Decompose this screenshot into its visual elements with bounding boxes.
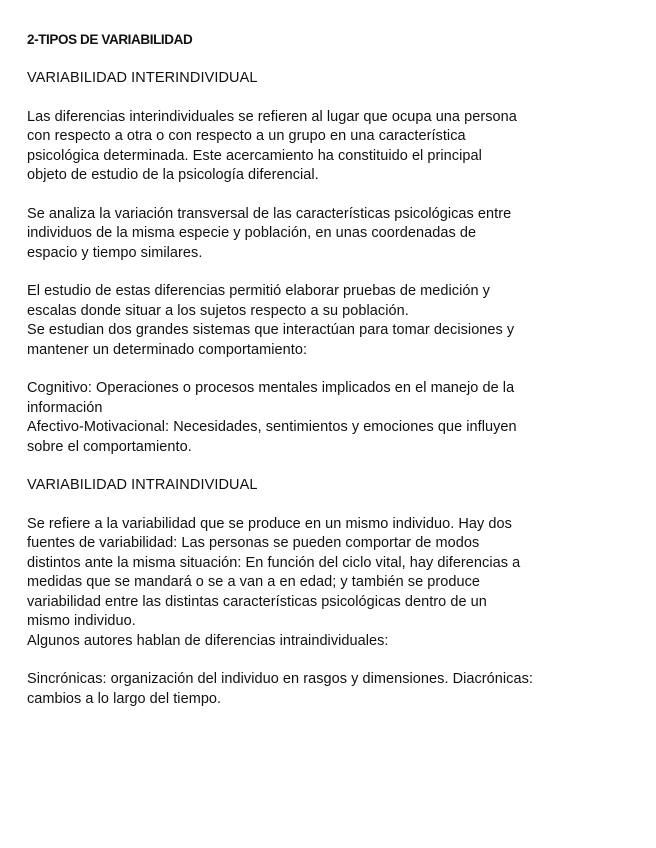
text-line: Algunos autores hablan de diferencias intraindividuales: — [27, 632, 389, 649]
text-line: objeto de estudio de la psicología diferencial. — [27, 167, 319, 183]
text-line: sobre el comportamiento. — [27, 438, 192, 455]
text-line: cambios a lo largo del tiempo. — [27, 690, 222, 707]
text-line: espacio y tiempo similares. — [27, 244, 203, 261]
text-line: Las diferencias interindividuales se refieren al lugar que ocupa una persona — [27, 108, 517, 125]
paragraph — [27, 108, 627, 186]
text-line: psicológica determinada. Este acercamiento ha constituido el principal — [27, 147, 482, 164]
section-heading: VARIABILIDAD INTRAINDIVIDUAL — [27, 477, 258, 493]
paragraph — [27, 670, 627, 709]
section-heading: VARIABILIDAD INTERINDIVIDUAL — [27, 70, 258, 86]
paragraph — [27, 379, 627, 457]
text-line: Se analiza la variación transversal de las características psicológicas entre — [27, 205, 512, 222]
paragraph — [27, 282, 627, 360]
text-line: fuentes de variabilidad: Las personas se pueden comportar de modos — [27, 535, 480, 551]
text-line: información — [27, 399, 103, 416]
text-line: individuos de la misma especie y población, en unas coordenadas de — [27, 225, 477, 241]
paragraph — [27, 515, 627, 652]
text-line: escalas donde situar a los sujetos respecto a su población. — [27, 302, 409, 319]
text-line: El estudio de estas diferencias permitió elaborar pruebas de medición y — [27, 283, 490, 299]
paragraph — [27, 205, 627, 264]
text-line: Afectivo-Motivacional: Necesidades, sentimientos y emociones que influyen — [27, 419, 517, 435]
text-line: mantener un determinado comportamiento: — [27, 341, 308, 358]
text-line: distintos ante la misma situación: En función del ciclo vital, hay diferencias a — [27, 554, 521, 571]
document-body — [27, 69, 627, 709]
document-page — [27, 31, 627, 728]
text-line: Se refiere a la variabilidad que se produce en un mismo individuo. Hay dos — [27, 515, 512, 532]
document-title: 2-TIPOS DE VARIABILIDAD — [27, 32, 193, 47]
text-line: variabilidad entre las distintas características psicológicas dentro de un — [27, 593, 487, 610]
text-line: medidas que se mandará o se a van a en edad; y también se produce — [27, 574, 481, 590]
text-line: Sincrónicas: organización del individuo en rasgos y dimensiones. Diacrónicas: — [27, 671, 533, 687]
text-line: Cognitivo: Operaciones o procesos mentales implicados en el manejo de la — [27, 380, 515, 396]
text-line: Se estudian dos grandes sistemas que interactúan para tomar decisiones y — [27, 322, 515, 338]
text-line: con respecto a otra o con respecto a un grupo en una característica — [27, 128, 466, 144]
text-line: mismo individuo. — [27, 613, 136, 629]
